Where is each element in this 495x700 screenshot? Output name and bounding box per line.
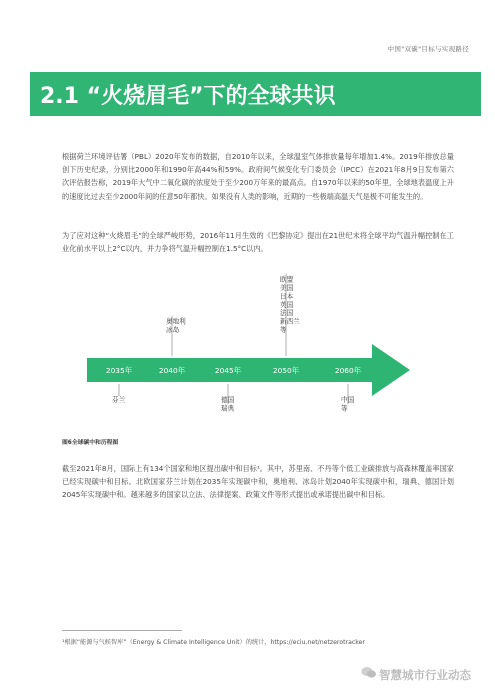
timeline-year-label: 2045年 — [214, 366, 242, 375]
timeline-country-label: 等 — [280, 326, 287, 334]
timeline-year-label: 2060年 — [334, 366, 362, 375]
timeline-country-label: 英国 — [280, 300, 294, 309]
timeline-country-label: 欧盟 — [280, 275, 294, 284]
timeline-country-label: 美国 — [280, 284, 294, 292]
timeline-country-label: 瑞典 — [221, 404, 235, 413]
watermark: 智慧城市行业动态 — [379, 668, 471, 682]
timeline-country-label: 等 — [341, 404, 348, 413]
timeline-year-label: 2050年 — [272, 366, 300, 375]
header-note: 中国"双碳"目标与实现路径 — [387, 45, 469, 53]
section-title: 2.1 “火烧眉毛”下的全球共识 — [40, 84, 336, 109]
timeline-arrow — [87, 344, 410, 396]
timeline-country-label: 新西兰 — [280, 317, 300, 326]
timeline-country-label: 冰岛 — [166, 326, 180, 334]
timeline-country-label: 芬兰 — [112, 396, 126, 404]
timeline-country-label: 奥地利 — [166, 317, 186, 326]
timeline-country-label: 法国 — [280, 309, 294, 318]
wechat-icon — [361, 666, 377, 679]
timeline-country-label: 德国 — [221, 396, 235, 404]
paragraph-2: 为了应对这种“火烧眉毛”的全球严峻形势，2016年11月生效的《巴黎协定》提出在21世纪末将全球平均气温升幅控制在工业化前水平以上2°C以内，并力争将气温升幅控制在1.5°C以内。 — [62, 231, 454, 254]
timeline-country-label: 日本 — [280, 292, 294, 301]
timeline-year-label: 2040年 — [158, 366, 186, 375]
timeline-country-label: 中国 — [341, 396, 355, 404]
timeline-year-label: 2035年 — [105, 366, 133, 375]
footnote: ¹根据“能源与气候智库”（Energy & Climate Intelligence Unit）的统计，https://eciu.net/netzerotracker — [62, 639, 365, 646]
footnote-divider — [62, 630, 182, 631]
paragraph-1: 根据荷兰环境评估署（PBL）2020年发布的数据，自2010年以来，全球温室气体排放量每年增加1.4%。2019年排放总量创下历史纪录，分别比2000年和1990年高44%和59%。政府间气候变化专门委员会（IPCC）在2021年8月9日发布第六次评估报告称，2019年大气中二氧化碳的浓度处于至少200万年来的最高点。自1970年以来的50年里，全球地表温度上升的速度比过去至少2000年间的任意50年都快。如果没有人类的影响，近期的一些极端高温天气是极不可能发生的。 — [62, 152, 454, 201]
paragraph-3: 截至2021年8月，国际上有134个国家和地区提出碳中和目标¹。其中，苏里南、不丹等个低工业碳排放与高森林覆盖率国家已经实现碳中和目标。北欧国家芬兰计划在2035年实现碳中和，奥地利、冰岛计划2040年实现碳中和，瑞典、德国计划2045年实现碳中和。越来越多的国家以立法、法律提案、政策文件等形式提出或承诺提出碳中和目标。 — [62, 464, 454, 500]
figure-caption: 图6全球碳中和历程图 — [62, 440, 119, 446]
